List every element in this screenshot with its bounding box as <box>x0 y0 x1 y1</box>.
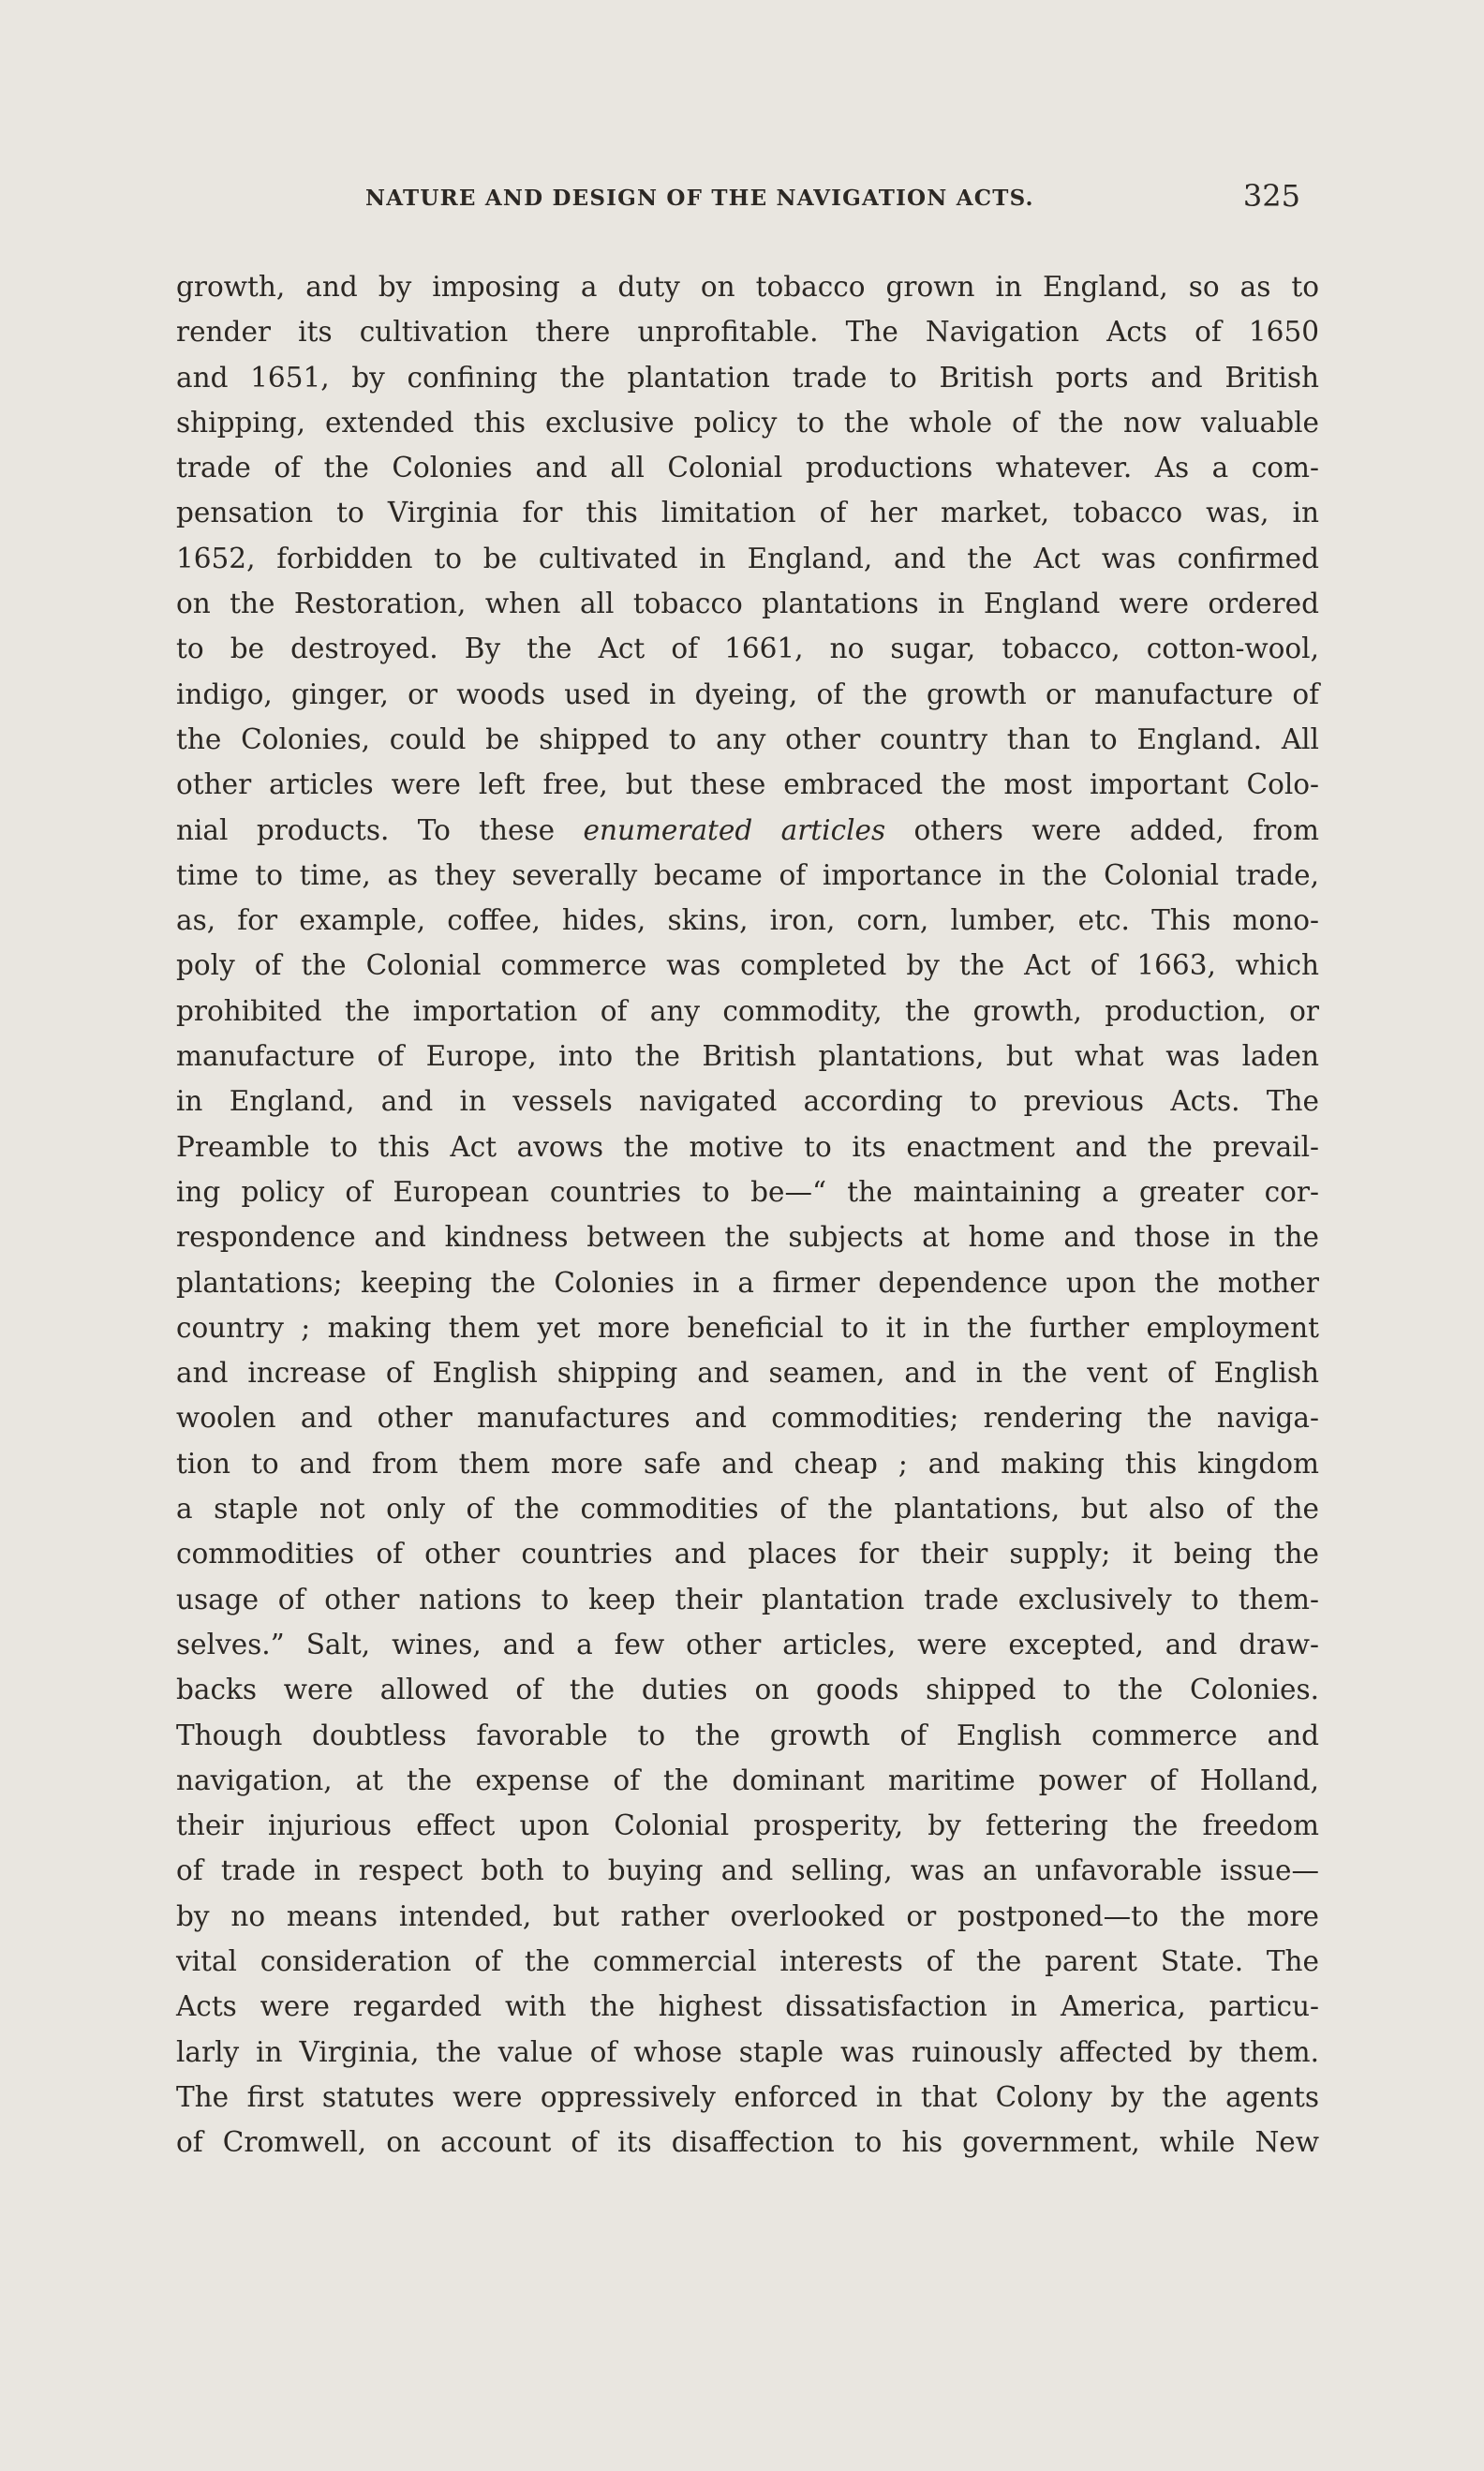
text-line: time to time, as they severally became of importance in the Colonial trade, <box>176 858 1319 891</box>
text-line: commodities of other countries and places for their supply; it being the <box>176 1538 1319 1570</box>
text-line: of Cromwell, on account of its disaffection to his government, while New <box>176 2126 1319 2159</box>
text-line: navigation, at the expense of the dominant maritime power of Holland, <box>176 1764 1319 1796</box>
text-line: in England, and in vessels navigated according to previous Acts. The <box>176 1085 1319 1118</box>
text-line: growth, and by imposing a duty on tobacco grown in England, so as to <box>176 271 1319 303</box>
text-line: manufacture of Europe, into the British plantations, but what was laden <box>176 1040 1319 1073</box>
text-line: the Colonies, could be shipped to any other country than to England. All <box>176 722 1319 755</box>
text-line: by no means intended, but rather overlooked or postponed—to the more <box>176 1899 1319 1932</box>
text-line: Though doubtless favorable to the growth of English commerce and <box>176 1719 1319 1751</box>
text-line: ing policy of European countries to be—“ the maintaining a greater cor- <box>176 1175 1319 1208</box>
text-line: a staple not only of the commodities of the plantations, but also of the <box>176 1493 1319 1526</box>
text-line: prohibited the importation of any commodity, the growth, production, or <box>176 994 1319 1027</box>
page-number: 325 <box>1242 178 1300 214</box>
text-line: The first statutes were oppressively enforced in that Colony by the agents <box>176 2080 1319 2113</box>
text-line: plantations; keeping the Colonies in a firmer dependence upon the mother <box>176 1266 1319 1299</box>
text-line: render its cultivation there unprofitable. The Navigation Acts of 1650 <box>176 316 1319 349</box>
text-line: shipping, extended this exclusive policy to the whole of the now valuable <box>176 406 1319 439</box>
text-line: and 1651, by confining the plantation trade to British ports and British <box>176 361 1319 394</box>
text-line: their injurious effect upon Colonial prosperity, by fettering the freedom <box>176 1809 1319 1842</box>
text-line: selves.” Salt, wines, and a few other articles, were excepted, and draw- <box>176 1628 1319 1660</box>
text-line: woolen and other manufactures and commodities; rendering the naviga- <box>176 1402 1319 1435</box>
text-line: to be destroyed. By the Act of 1661, no sugar, tobacco, cotton-wool, <box>176 633 1319 665</box>
text-line: other articles were left free, but these embraced the most important Colo- <box>176 768 1319 801</box>
text-line: trade of the Colonies and all Colonial productions whatever. As a com- <box>176 452 1319 484</box>
text-run: nial products. To these <box>176 813 584 846</box>
text-line: and increase of English shipping and seamen, and in the vent of English <box>176 1357 1319 1390</box>
text-line: of trade in respect both to buying and selling, was an unfavorable issue— <box>176 1854 1319 1887</box>
text-line: vital consideration of the commercial interests of the parent State. The <box>176 1944 1319 1977</box>
text-line: larly in Virginia, the value of whose staple was ruinously affected by them. <box>176 2035 1319 2068</box>
text-line: poly of the Colonial commerce was completed by the Act of 1663, which <box>176 949 1319 982</box>
body-text <box>176 264 1319 2165</box>
text-run: others were added, from <box>885 813 1320 846</box>
text-line: country ; making them yet more beneficial to it in the further employment <box>176 1311 1319 1344</box>
text-line: usage of other nations to keep their plantation trade exclusively to them- <box>176 1583 1319 1615</box>
text-line: pensation to Virginia for this limitation of her market, tobacco was, in <box>176 497 1319 529</box>
text-line: on the Restoration, when all tobacco plantations in England were ordered <box>176 588 1319 620</box>
text-line: indigo, ginger, or woods used in dyeing, of the growth or manufacture of <box>176 677 1319 710</box>
text-line <box>176 808 1319 853</box>
text-line: Acts were regarded with the highest dissatisfaction in America, particu- <box>176 1990 1319 2023</box>
italic-phrase: enumerated articles <box>583 813 886 846</box>
running-header <box>178 178 1310 219</box>
text-line: 1652, forbidden to be cultivated in England, and the Act was confirmed <box>176 542 1319 574</box>
running-title: NATURE AND DESIGN OF THE NAVIGATION ACTS. <box>365 186 1034 211</box>
text-line: backs were allowed of the duties on goods shipped to the Colonies. <box>176 1674 1319 1706</box>
text-line: Preamble to this Act avows the motive to its enactment and the prevail- <box>176 1130 1319 1163</box>
text-line: as, for example, coffee, hides, skins, iron, corn, lumber, etc. This mono- <box>176 904 1319 937</box>
text-line: respondence and kindness between the subjects at home and those in the <box>176 1221 1319 1254</box>
text-line: tion to and from them more safe and cheap ; and making this kingdom <box>176 1447 1319 1480</box>
